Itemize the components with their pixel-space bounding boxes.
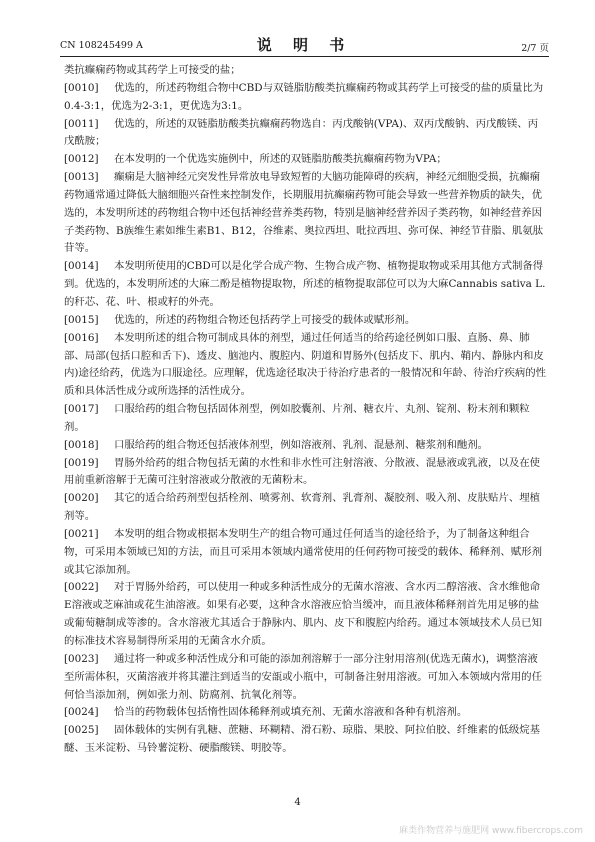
paragraph-number: [0023] — [64, 652, 99, 665]
paragraph-number: [0024] — [64, 706, 99, 719]
paragraph-text: 优选的，所述的双链脂肪酸类抗癫痫药物选自：丙戊酸钠(VPA)、双丙戊酸钠、丙戊酸镁、丙戊酰胺； — [64, 117, 538, 148]
paragraph — [64, 401, 547, 437]
paragraph — [64, 330, 547, 401]
page-number: 4 — [294, 797, 301, 808]
paragraph-number: [0021] — [64, 527, 99, 540]
page-header — [60, 34, 549, 57]
page-info: 2/7 页 — [521, 43, 549, 54]
paragraph-number: [0016] — [64, 331, 99, 344]
paragraph-text: 通过将一种或多种活性成分和可能的添加剂溶解于一部分注射用溶剂(优选无菌水)，调整溶液至所需体积，灭菌溶液并将其灌注到适当的安瓿或小瓶中，可制备注射用溶液。可加入本领域内常用的任何恰当添加剂，例如张力剂、防腐剂、抗氧化剂等。 — [64, 652, 542, 701]
paragraph — [64, 651, 547, 705]
paragraph — [64, 437, 547, 455]
paragraph-text: 胃肠外给药的组合物包括无菌的水性和非水性可注射溶液、分散液、混悬液或乳液，以及在使用前重新溶解于无菌可注射溶液或分散液的无菌粉末。 — [64, 456, 541, 487]
paragraph — [64, 579, 547, 650]
paragraph-number: [0011] — [64, 117, 99, 130]
continuation-text: 类抗癫痫药物或其药学上可接受的盐； — [64, 64, 241, 76]
paragraph — [64, 80, 547, 116]
paragraph — [64, 490, 547, 526]
paragraph-number: [0025] — [64, 724, 99, 737]
paragraph-text: 对于胃肠外给药，可以使用一种或多种活性成分的无菌水溶液、含水丙二醇溶液、含水维他命E溶液或芝麻油或花生油溶液。如果有必要，这种含水溶液应恰当缓冲，而且液体稀释剂首先用足够的盐或葡萄糖制成等渗的。含水溶液尤其适合于静脉内、肌内、皮下和腹腔内给药。通过本领域技术人员已知的标准技术容易制得所采用的无菌含水介质。 — [64, 581, 542, 647]
paragraph-text: 优选的，所述的药物组合物还包括药学上可接受的载体或赋形剂。 — [114, 313, 416, 326]
paragraph — [64, 704, 547, 722]
paragraph — [64, 258, 547, 312]
paragraph-text: 本发明所述的组合物可制成具体的剂型，通过任何适当的给药途径例如口服、直肠、鼻、肺部、局部(包括口腔和舌下)、透皮、脑池内、腹腔内、阴道和胃肠外(包括皮下、肌内、鞘内、静脉内和皮内)途径给药，优选为口服途径。应理解，优选途径取决于待治疗患者的一般情况和年龄、待治疗疾病的性质和具体活性成分或所选择的活性成分。 — [64, 331, 547, 398]
document-title: 说 明 书 — [256, 36, 353, 54]
paragraph-number: [0013] — [64, 171, 99, 184]
paragraph — [64, 722, 547, 758]
paragraph-text: 口服给药的组合物包括固体剂型，例如胶囊剂、片剂、糖衣片、丸剂、锭剂、粉末剂和颗粒剂。 — [64, 403, 530, 433]
paragraph-number: [0018] — [64, 438, 99, 451]
paragraph — [64, 169, 547, 258]
paragraph — [64, 312, 547, 330]
paragraph-number: [0010] — [64, 81, 99, 94]
paragraph-number: [0020] — [64, 492, 99, 505]
paragraph-text: 癫痫是大脑神经元突发性异常放电导致短暂的大脑功能障碍的疾病，神经元细胞受损，抗癫痫药物通常通过降低大脑细胞兴奋性来控制发作，长期服用抗癫痫药物可能会导致一些营养物质的缺失，优选的，本发明所述的药物组合物中还包括神经营养类药物，特别是脑神经营养因子类药物，如神经营养因子类药物、B族维生素如维生素B1、B12，谷维素、奥拉西坦、吡拉西坦、弥可保、神经节苷脂、肌氨肽苷等。 — [64, 171, 544, 255]
paragraph-number: [0015] — [64, 313, 99, 326]
paragraph-text: 在本发明的一个优选实施例中，所述的双链脂肪酸类抗癫痫药物为VPA； — [114, 153, 447, 166]
paragraph-text: 优选的，所述药物组合物中CBD与双链脂肪酸类抗癫痫药物或其药学上可接受的盐的质量比为0.4-3:1，优选为2-3:1，更优选为3:1。 — [64, 81, 544, 112]
paragraph-number: [0022] — [64, 581, 99, 594]
paragraph — [64, 151, 547, 169]
paragraph — [64, 455, 547, 491]
paragraph-number: [0012] — [64, 153, 99, 166]
paragraph-text: 口服给药的组合物还包括液体剂型，例如溶液剂、乳剂、混悬剂、糖浆剂和酏剂。 — [114, 438, 489, 451]
paragraph-text: 固体载体的实例有乳糖、蔗糖、环糊精、滑石粉、琼脂、果胶、阿拉伯胶、纤维素的低级烷基醚、玉米淀粉、马铃薯淀粉、硬脂酸镁、明胶等。 — [64, 724, 541, 755]
publication-number: CN 108245499 A — [60, 40, 143, 51]
paragraph-text: 本发明所使用的CBD可以是化学合成产物、生物合成产物、植物提取物或采用其他方式制备得到。优选的，本发明所述的大麻二酚是植物提取物，所述的植物提取部位可以为大麻Cannabis sativa L.的秆芯、花、叶、根或籽的外壳。 — [64, 260, 546, 308]
paragraph-text: 其它的适合给药剂型包括栓剂、喷雾剂、软膏剂、乳膏剂、凝胶剂、吸入剂、皮肤贴片、埋植剂等。 — [64, 492, 541, 523]
paragraph-text: 恰当的药物载体包括惰性固体稀释剂或填充剂、无菌水溶液和各种有机溶剂。 — [114, 706, 468, 719]
watermark: 麻类作物营养与施肥网 www.fibercrops.com — [399, 826, 583, 836]
paragraph-number: [0017] — [64, 403, 99, 416]
paragraph-text: 本发明的组合物或根据本发明生产的组合物可通过任何适当的途径给予，为了制备这种组合物，可采用本领域已知的方法，而且可采用本领域内通常使用的任何药物可接受的载体、稀释剂、赋形剂或其它添加剂。 — [64, 527, 542, 576]
paragraph — [64, 116, 547, 152]
paragraph-number: [0019] — [64, 456, 99, 469]
document-body — [64, 62, 547, 758]
paragraph — [64, 526, 547, 580]
paragraph-number: [0014] — [64, 260, 99, 273]
